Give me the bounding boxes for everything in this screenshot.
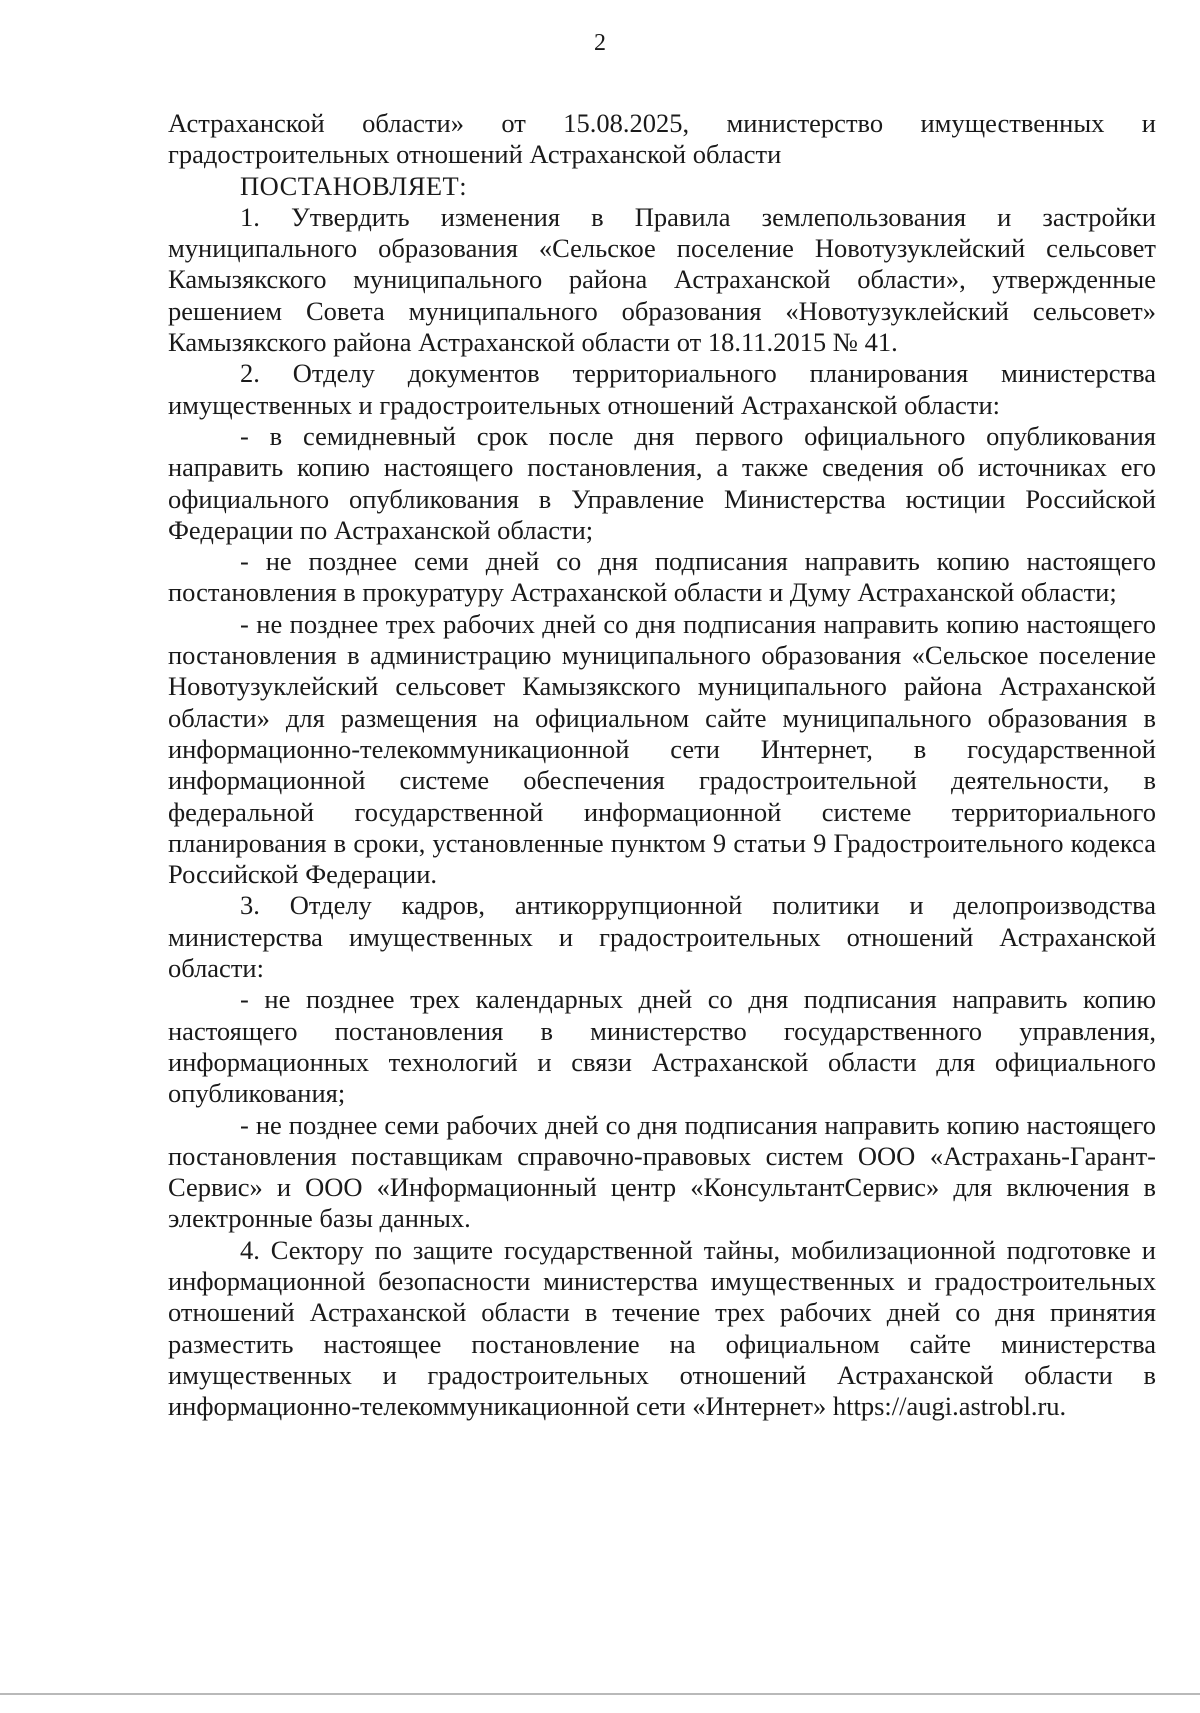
paragraph-item-2: 2. Отделу документов территориального планирования министерства имущественных и градостроительных отношений Астраханской области: bbox=[168, 358, 1156, 420]
document-body bbox=[168, 108, 1156, 1422]
paragraph-item-3: 3. Отделу кадров, антикоррупционной политики и делопроизводства министерства имущественных и градостроительных отношений Астраханской области: bbox=[168, 890, 1156, 984]
paragraph-item-1: 1. Утвердить изменения в Правила землепользования и застройки муниципального образования «Сельское поселение Новотузуклейский сельсовет Камызякского муниципального района Астраханской области», утвержденные решением Совета муниципального образования «Новотузуклейский сельсовет» Камызякского района Астраханской области от 18.11.2015 № 41. bbox=[168, 201, 1156, 358]
paragraph-item-3-sub-2: - не позднее семи рабочих дней со дня подписания направить копию настоящего постановления поставщикам справочно-правовых систем ООО «Астрахань-Гарант-Сервис» и ООО «Информационный центр «КонсультантСервис» для включения в электронные базы данных. bbox=[168, 1109, 1156, 1234]
resolution-heading: ПОСТАНОВЛЯЕТ: bbox=[240, 170, 468, 201]
paragraph-item-2-sub-1: - в семидневный срок после дня первого официального опубликования направить копию настоящего постановления, а также сведения об источниках его официального опубликования в Управление Министерства юстиции Российской Федерации по Астраханской области; bbox=[168, 420, 1156, 545]
paragraph-item-4: 4. Сектору по защите государственной тайны, мобилизационной подготовке и информационной безопасности министерства имущественных и градостроительных отношений Астраханской области в течение трех рабочих дней со дня принятия разместить настоящее постановление на официальном сайте министерства имущественных и градостроительных отношений Астраханской области в информационно-телекоммуникационной сети «Интернет» https://augi.astrobl.ru. bbox=[168, 1234, 1156, 1422]
paragraph-item-2-sub-3: - не позднее трех рабочих дней со дня подписания направить копию настоящего постановления в администрацию муниципального образования «Сельское поселение Новотузуклейский сельсовет Камызякского муниципального района Астраханской области» для размещения на официальном сайте муниципального образования в информационно-телекоммуникационной сети Интернет, в государственной информационной системе обеспечения градостроительной деятельности, в федеральной государственной информационной системе территориального планирования в сроки, установленные пунктом 9 статьи 9 Градостроительного кодекса Российской Федерации. bbox=[168, 608, 1156, 890]
paragraph-item-2-sub-2: - не позднее семи дней со дня подписания направить копию настоящего постановления в прокуратуру Астраханской области и Думу Астраханской области; bbox=[168, 546, 1156, 608]
paragraph-preamble-end: Астраханской области» от 15.08.2025, министерство имущественных и градостроительных отношений Астраханской области bbox=[168, 108, 1156, 170]
scan-edge-line bbox=[0, 1693, 1200, 1695]
page-number: 2 bbox=[594, 30, 606, 56]
paragraph-item-3-sub-1: - не позднее трех календарных дней со дня подписания направить копию настоящего постановления в министерство государственного управления, информационных технологий и связи Астраханской области для официального опубликования; bbox=[168, 984, 1156, 1109]
